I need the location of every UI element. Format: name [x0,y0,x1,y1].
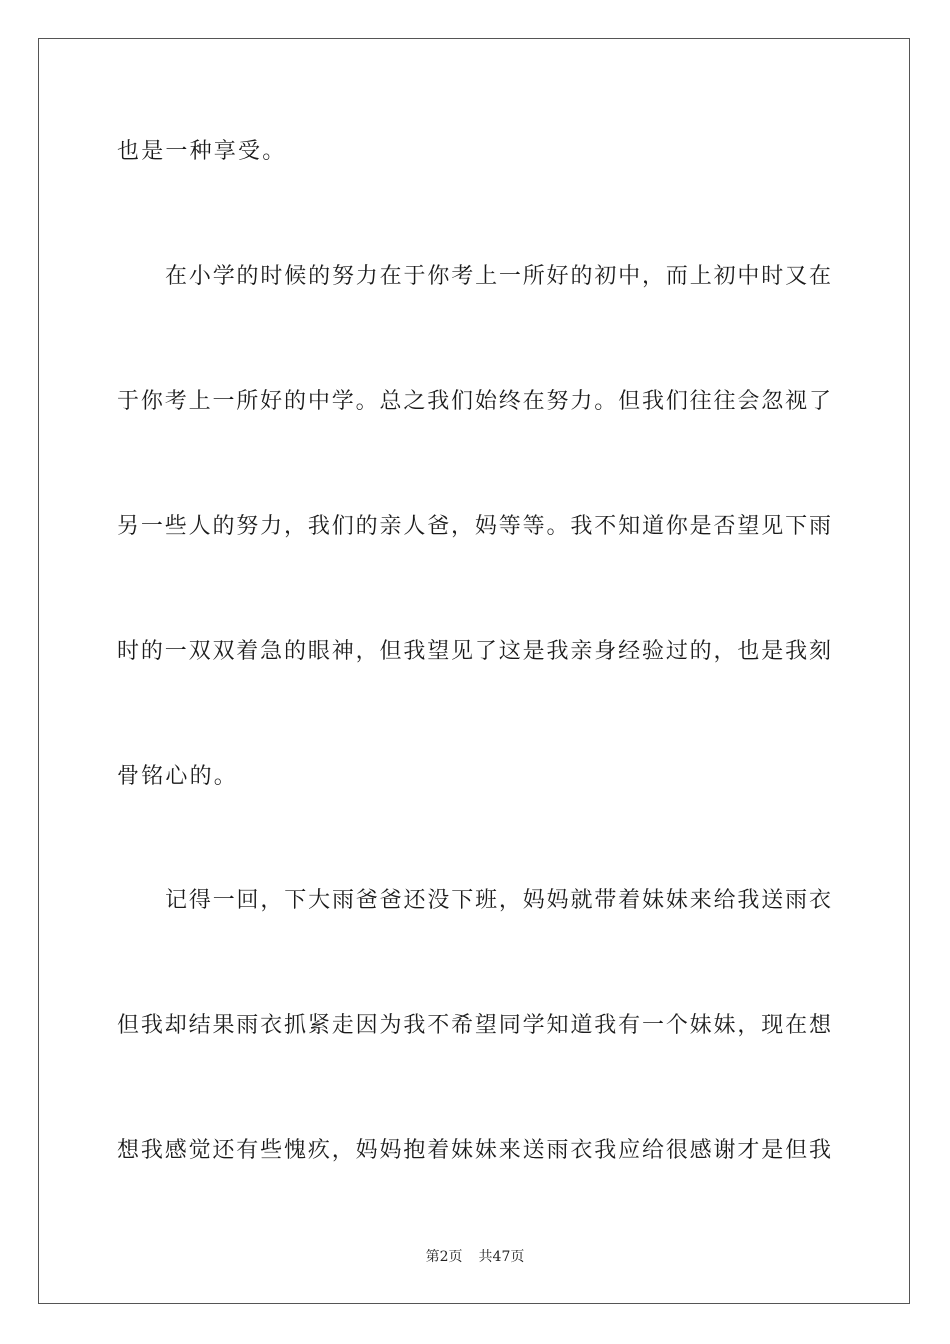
text-line: 于你考上一所好的中学。总之我们始终在努力。但我们往往会忽视了 [117,389,831,414]
page-border [38,38,910,1304]
text-line: 另一些人的努力，我们的亲人爸，妈等等。我不知道你是否望见下雨 [117,514,831,539]
text-line: 骨铭心的。 [117,764,239,789]
page-footer [0,1248,950,1266]
page-number: 第2页 [425,1249,463,1265]
page-total: 共47页 [478,1249,525,1265]
text-line: 也是一种享受。 [117,139,287,164]
text-line: 在小学的时候的努力在于你考上一所好的初中，而上初中时又在 [165,264,831,289]
text-line: 想我感觉还有些愧疚，妈妈抱着妹妹来送雨衣我应给很感谢才是但我 [117,1138,831,1163]
text-line: 但我却结果雨衣抓紧走因为我不希望同学知道我有一个妹妹，现在想 [117,1013,831,1038]
text-line: 时的一双双着急的眼神，但我望见了这是我亲身经验过的，也是我刻 [117,639,831,664]
text-line: 记得一回，下大雨爸爸还没下班，妈妈就带着妹妹来给我送雨衣 [165,888,831,913]
